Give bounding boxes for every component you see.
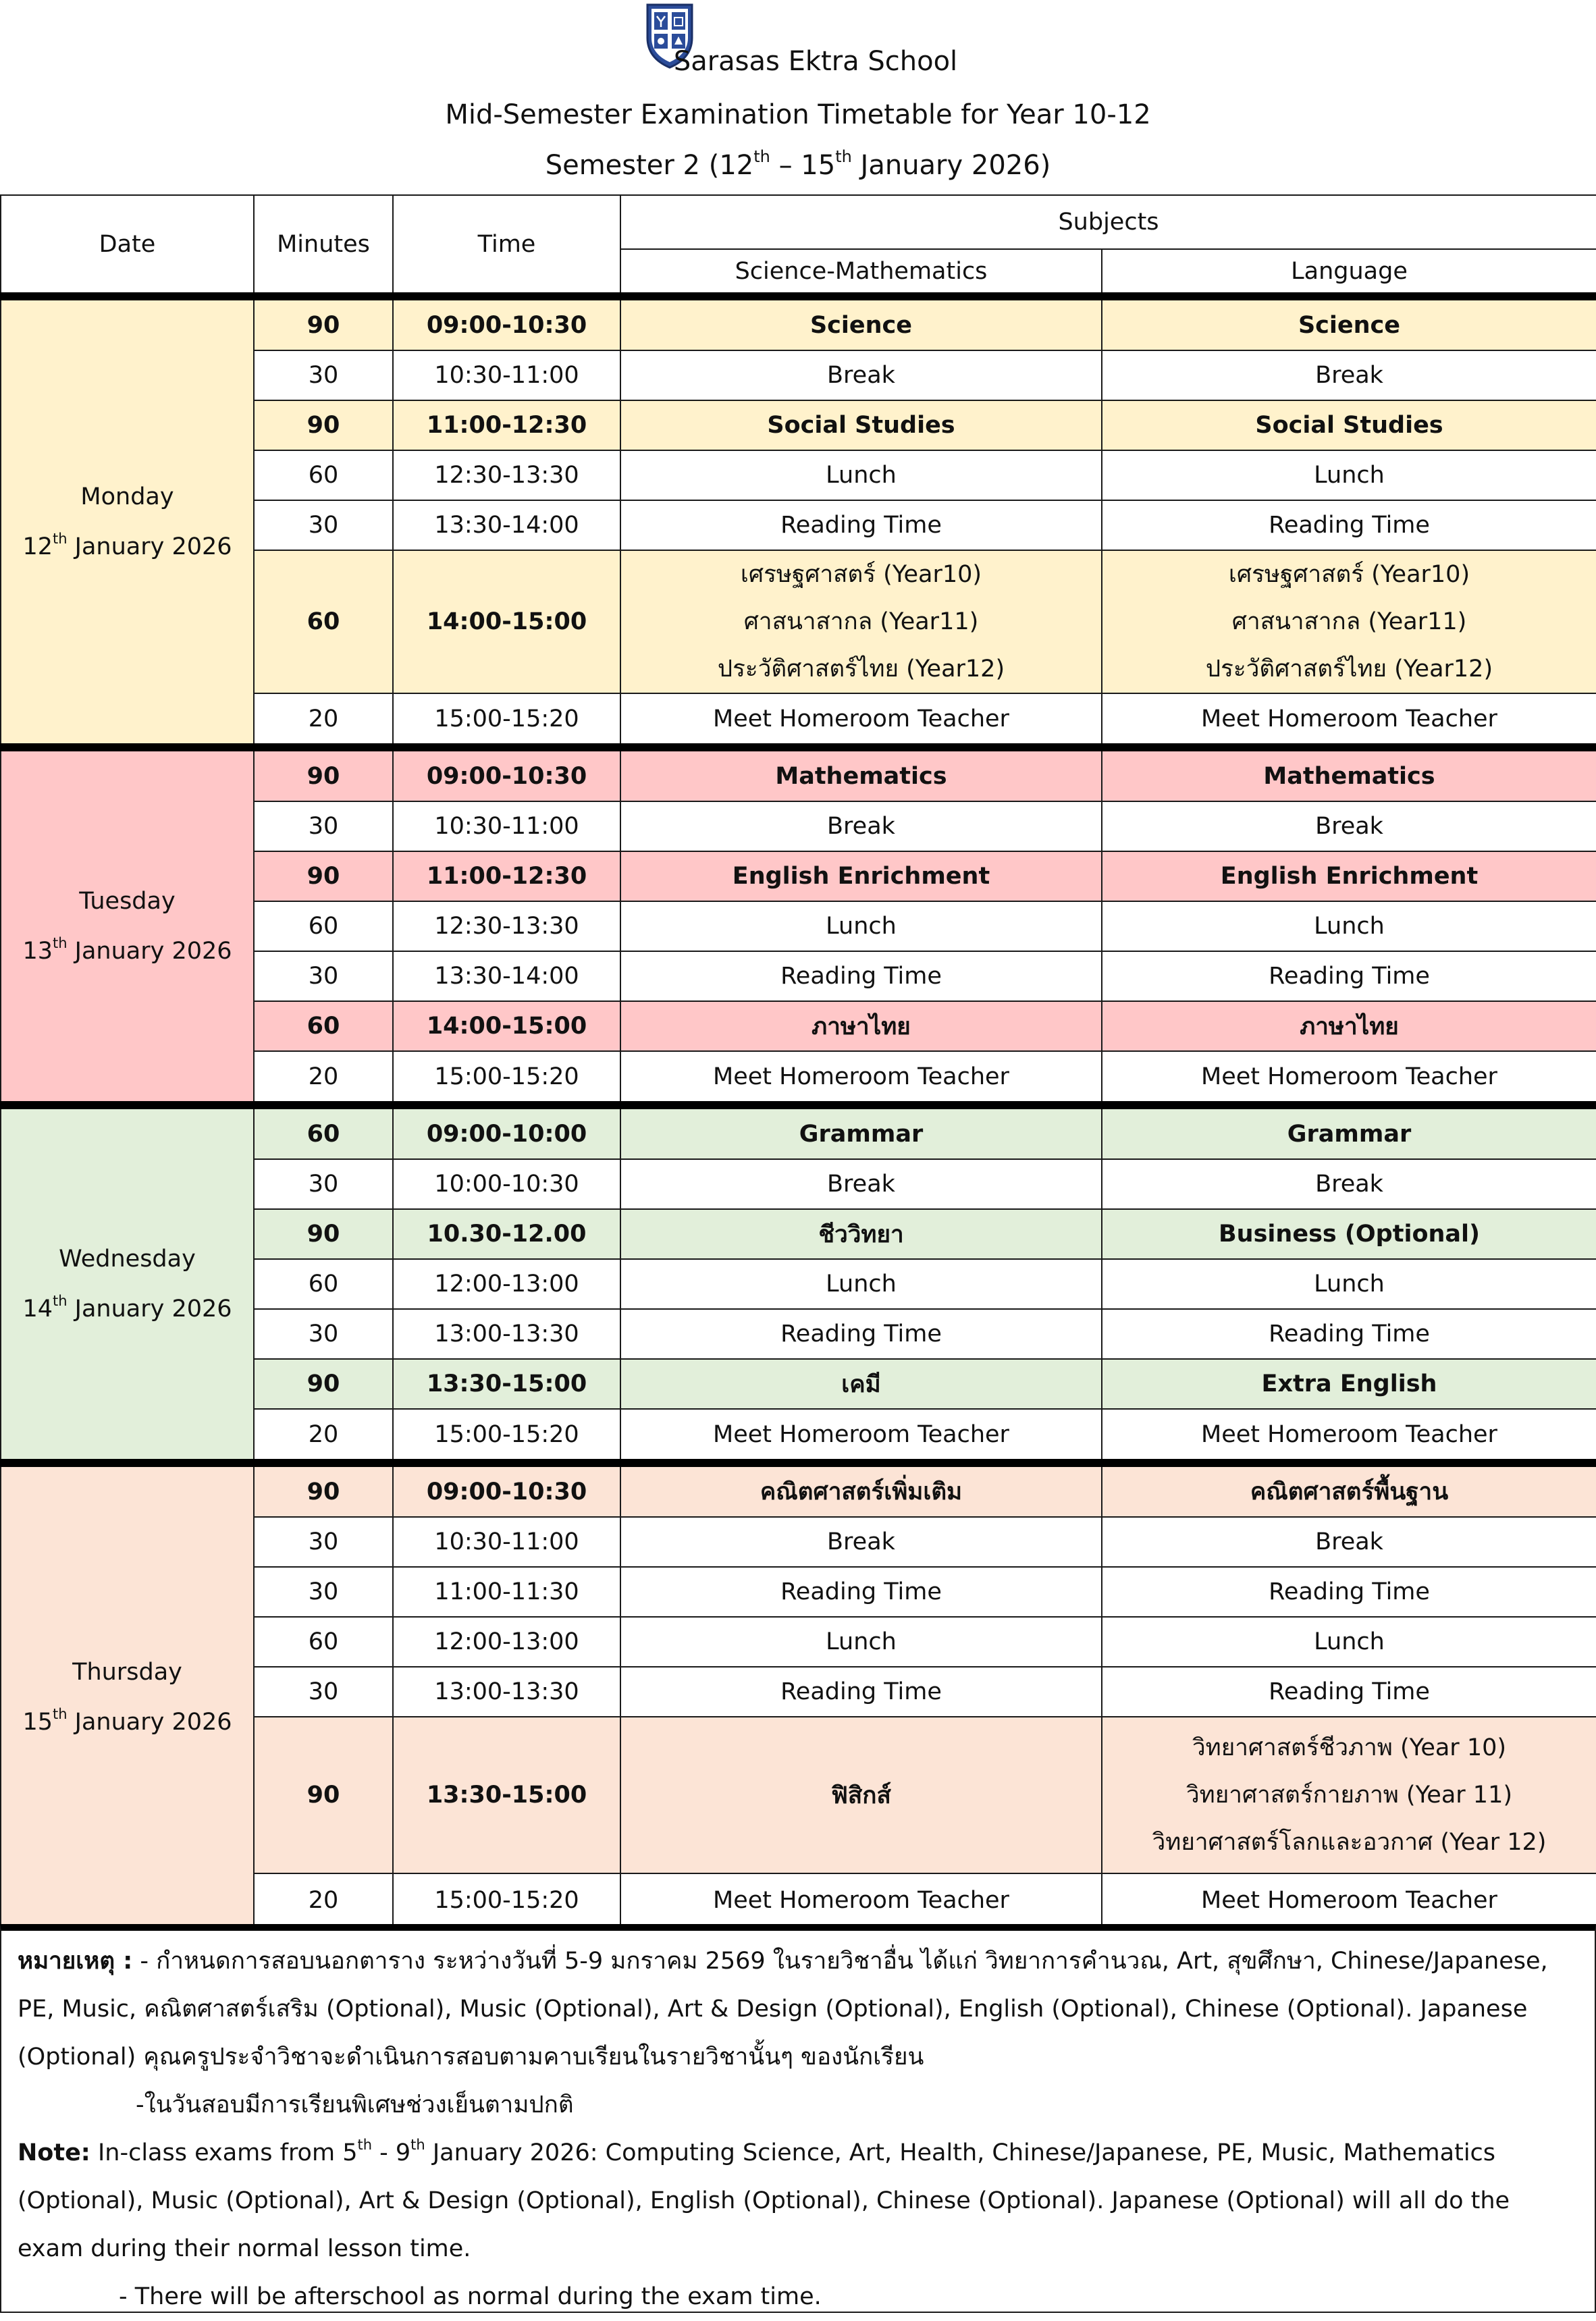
subject-line: ฟิสิกส์ — [831, 1782, 891, 1809]
minutes-cell: 30 — [254, 1309, 393, 1359]
minutes-cell: 30 — [254, 500, 393, 550]
subject-line: Meet Homeroom Teacher — [713, 1420, 1009, 1448]
subject-line: ภาษาไทย — [812, 1013, 911, 1040]
subject-line: Break — [1315, 362, 1383, 389]
subject-line: Business (Optional) — [1218, 1221, 1481, 1248]
thai-note-extra: -ในวันสอบมีการเรียนพิเศษช่วงเย็นตามปกติ — [136, 2091, 574, 2118]
language-cell — [1102, 500, 1596, 550]
thai-note-label: หมายเหตุ : — [18, 1948, 133, 1975]
timetable-title: Mid-Semester Examination Timetable for Year 10-12 — [445, 99, 1151, 130]
language-cell — [1102, 1051, 1596, 1105]
language-cell — [1102, 951, 1596, 1001]
minutes-cell: 60 — [254, 901, 393, 951]
subject-line: Meet Homeroom Teacher — [1201, 705, 1497, 732]
subject-line: Reading Time — [780, 1678, 942, 1705]
table-row — [1, 296, 1596, 350]
subject-line: Reading Time — [780, 1578, 942, 1605]
minutes-cell: 60 — [254, 1259, 393, 1309]
time-cell: 09:00-10:30 — [393, 747, 620, 801]
minutes-cell: 30 — [254, 1667, 393, 1717]
date-label: 12th January 2026 — [22, 531, 232, 560]
date-cell — [1, 296, 254, 747]
subject-line: ศาสนาสากล (Year11) — [743, 608, 979, 635]
language-cell — [1102, 1567, 1596, 1617]
subject-line: Reading Time — [1269, 1578, 1430, 1605]
subject-line: Meet Homeroom Teacher — [1201, 1063, 1497, 1090]
subject-line: Meet Homeroom Teacher — [713, 705, 1009, 732]
language-cell — [1102, 1617, 1596, 1667]
semester-line: Semester 2 (12th – 15th January 2026) — [545, 147, 1051, 181]
subject-line: Reading Time — [1269, 963, 1430, 990]
english-note: Note: In-class exams from 5th - 9th January 2026: Computing Science, Art, Health, Chinese/Japanese, PE, Music, Mathematics (Optional), Music (Optional), Art & Design (Optional), English (Optional), Chinese (Optional). Japanese (Optional) will all do the exam during their normal lesson time. — [18, 2137, 1510, 2262]
science-math-cell — [620, 1873, 1102, 1927]
science-math-cell — [620, 951, 1102, 1001]
subject-line: Social Studies — [1255, 412, 1443, 439]
language-cell — [1102, 296, 1596, 350]
subject-line: ศาสนาสากล (Year11) — [1231, 608, 1467, 635]
time-cell: 10:30-11:00 — [393, 801, 620, 851]
time-cell: 14:00-15:00 — [393, 1001, 620, 1051]
thai-note-text: - กำหนดการสอบนอกตาราง ระหว่างวันที่ 5-9 มกราคม 2569 ในรายวิชาอื่น ได้แก่ วิทยาการคำนวณ, Art, สุขศึกษา, Chinese/Japanese, PE, Music, คณิตศาสตร์เสริม (Optional), Music (Optional), Art & Design (Optional), English (Optional), Chinese (Optional). Japanese (Optional) คุณครูประจำวิชาจะดำเนินการสอบตามคาบเรียนในรายวิชานั้นๆ ของนักเรียน — [18, 1948, 1548, 2071]
subject-line: Meet Homeroom Teacher — [713, 1887, 1009, 1914]
language-cell — [1102, 801, 1596, 851]
notes-section — [0, 1924, 1596, 2313]
subject-line: Meet Homeroom Teacher — [1201, 1887, 1497, 1914]
subject-line: วิทยาศาสตร์กายภาพ (Year 11) — [1186, 1782, 1512, 1809]
weekday-label: Tuesday — [79, 888, 176, 915]
science-math-cell — [620, 1051, 1102, 1105]
subject-line: Meet Homeroom Teacher — [1201, 1420, 1497, 1448]
time-cell: 15:00-15:20 — [393, 1051, 620, 1105]
science-math-cell — [620, 1717, 1102, 1873]
language-cell — [1102, 1209, 1596, 1259]
science-math-cell — [620, 1209, 1102, 1259]
science-math-cell — [620, 1001, 1102, 1051]
minutes-cell: 20 — [254, 693, 393, 747]
subject-line: Break — [827, 362, 895, 389]
date-label: 15th January 2026 — [22, 1705, 232, 1736]
science-math-cell — [620, 1359, 1102, 1409]
subject-line: Grammar — [1287, 1120, 1412, 1148]
time-cell: 15:00-15:20 — [393, 1409, 620, 1463]
science-math-cell — [620, 1105, 1102, 1159]
minutes-cell: 90 — [254, 747, 393, 801]
time-cell: 10:00-10:30 — [393, 1159, 620, 1209]
subject-line: English Enrichment — [732, 863, 990, 890]
subject-line: Lunch — [1314, 1628, 1385, 1655]
date-cell — [1, 1463, 254, 1927]
subject-line: Lunch — [1314, 1271, 1385, 1298]
time-cell: 12:30-13:30 — [393, 450, 620, 500]
language-cell — [1102, 1105, 1596, 1159]
subject-line: Lunch — [826, 913, 897, 940]
subject-line: Reading Time — [780, 1320, 942, 1348]
minutes-cell: 60 — [254, 450, 393, 500]
time-cell: 09:00-10:30 — [393, 1463, 620, 1517]
table-row — [1, 1463, 1596, 1517]
subject-line: Lunch — [826, 1271, 897, 1298]
science-math-cell — [620, 801, 1102, 851]
header-language: Language — [1102, 249, 1596, 296]
time-cell: 13:00-13:30 — [393, 1309, 620, 1359]
language-cell — [1102, 1359, 1596, 1409]
minutes-cell: 90 — [254, 1359, 393, 1409]
subject-line: Break — [1315, 1528, 1383, 1555]
subject-line: Extra English — [1261, 1370, 1437, 1397]
minutes-cell: 90 — [254, 851, 393, 901]
thai-note — [18, 1938, 1577, 2081]
time-cell: 13:30-14:00 — [393, 951, 620, 1001]
subject-line: Grammar — [799, 1120, 924, 1148]
subject-line: เศรษฐศาสตร์ (Year10) — [740, 561, 982, 588]
subject-line: Reading Time — [780, 963, 942, 990]
minutes-cell: 90 — [254, 1209, 393, 1259]
science-math-cell — [620, 500, 1102, 550]
language-cell — [1102, 350, 1596, 400]
subject-line: Mathematics — [1263, 762, 1435, 790]
language-cell — [1102, 1517, 1596, 1567]
minutes-cell: 20 — [254, 1409, 393, 1463]
subject-line: Lunch — [826, 1628, 897, 1655]
minutes-cell: 30 — [254, 1159, 393, 1209]
subject-line: เศรษฐศาสตร์ (Year10) — [1228, 561, 1470, 588]
minutes-cell: 30 — [254, 1517, 393, 1567]
minutes-cell: 30 — [254, 350, 393, 400]
subject-line: Reading Time — [1269, 1678, 1430, 1705]
science-math-cell — [620, 550, 1102, 693]
exam-timetable — [0, 194, 1596, 1928]
minutes-cell: 30 — [254, 1567, 393, 1617]
header-subjects: Subjects — [620, 195, 1596, 249]
time-cell: 12:30-13:30 — [393, 901, 620, 951]
science-math-cell — [620, 1617, 1102, 1667]
time-cell: 12:00-13:00 — [393, 1259, 620, 1309]
subject-line: ประวัติศาสตร์ไทย (Year12) — [717, 656, 1005, 683]
time-cell: 10:30-11:00 — [393, 1517, 620, 1567]
subject-line: Reading Time — [1269, 1320, 1430, 1348]
minutes-cell: 20 — [254, 1051, 393, 1105]
header-science-mathematics: Science-Mathematics — [620, 249, 1102, 296]
time-cell: 10:30-11:00 — [393, 350, 620, 400]
science-math-cell — [620, 851, 1102, 901]
time-cell: 13:30-15:00 — [393, 1359, 620, 1409]
subject-line: Reading Time — [780, 512, 942, 539]
subject-line: Mathematics — [775, 762, 947, 790]
minutes-cell: 60 — [254, 1617, 393, 1667]
subject-line: Lunch — [1314, 462, 1385, 489]
language-cell — [1102, 450, 1596, 500]
language-cell — [1102, 693, 1596, 747]
language-cell — [1102, 1001, 1596, 1051]
time-cell: 13:00-13:30 — [393, 1667, 620, 1717]
subject-line: ประวัติศาสตร์ไทย (Year12) — [1205, 656, 1493, 683]
minutes-cell: 90 — [254, 1717, 393, 1873]
language-cell — [1102, 1309, 1596, 1359]
language-cell — [1102, 1463, 1596, 1517]
minutes-cell: 30 — [254, 951, 393, 1001]
science-math-cell — [620, 1567, 1102, 1617]
date-cell — [1, 1105, 254, 1463]
minutes-cell: 60 — [254, 550, 393, 693]
science-math-cell — [620, 1259, 1102, 1309]
science-math-cell — [620, 1309, 1102, 1359]
subject-line: Lunch — [1314, 913, 1385, 940]
language-cell — [1102, 851, 1596, 901]
minutes-cell: 20 — [254, 1873, 393, 1927]
time-cell: 15:00-15:20 — [393, 693, 620, 747]
subject-line: Break — [827, 813, 895, 840]
english-note-extra: - There will be afterschool as normal during the exam time. — [119, 2283, 822, 2310]
minutes-cell: 30 — [254, 801, 393, 851]
subject-line: เคมี — [841, 1370, 881, 1398]
science-math-cell — [620, 1409, 1102, 1463]
time-cell: 10.30-12.00 — [393, 1209, 620, 1259]
time-cell: 11:00-11:30 — [393, 1567, 620, 1617]
weekday-label: Monday — [80, 483, 174, 510]
time-cell: 09:00-10:30 — [393, 296, 620, 350]
time-cell: 09:00-10:00 — [393, 1105, 620, 1159]
minutes-cell: 90 — [254, 296, 393, 350]
language-cell — [1102, 1667, 1596, 1717]
time-cell: 11:00-12:30 — [393, 400, 620, 450]
science-math-cell — [620, 693, 1102, 747]
subject-line: คณิตศาสตร์เพิ่มเติม — [760, 1478, 963, 1505]
language-cell — [1102, 1873, 1596, 1927]
subject-line: คณิตศาสตร์พื้นฐาน — [1250, 1478, 1449, 1505]
science-math-cell — [620, 1667, 1102, 1717]
science-math-cell — [620, 450, 1102, 500]
science-math-cell — [620, 1463, 1102, 1517]
language-cell — [1102, 1259, 1596, 1309]
language-cell — [1102, 1159, 1596, 1209]
subject-line: ชีววิทยา — [818, 1221, 904, 1248]
time-cell: 12:00-13:00 — [393, 1617, 620, 1667]
subject-line: Social Studies — [767, 412, 955, 439]
language-cell — [1102, 550, 1596, 693]
header-time: Time — [393, 195, 620, 296]
date-label: 13th January 2026 — [22, 935, 232, 965]
page-header — [0, 0, 1596, 196]
header-minutes: Minutes — [254, 195, 393, 296]
minutes-cell: 90 — [254, 400, 393, 450]
science-math-cell — [620, 1159, 1102, 1209]
language-cell — [1102, 1717, 1596, 1873]
subject-line: Break — [827, 1171, 895, 1198]
language-cell — [1102, 1409, 1596, 1463]
language-cell — [1102, 901, 1596, 951]
subject-line: Science — [1298, 311, 1401, 339]
minutes-cell: 60 — [254, 1001, 393, 1051]
time-cell: 11:00-12:30 — [393, 851, 620, 901]
subject-line: Break — [1315, 813, 1383, 840]
date-cell — [1, 747, 254, 1105]
time-cell: 15:00-15:20 — [393, 1873, 620, 1927]
english-note-label: Note: — [18, 2139, 90, 2166]
science-math-cell — [620, 400, 1102, 450]
time-cell: 13:30-14:00 — [393, 500, 620, 550]
subject-line: Break — [827, 1528, 895, 1555]
subject-line: Break — [1315, 1171, 1383, 1198]
header-date: Date — [1, 195, 254, 296]
subject-line: Meet Homeroom Teacher — [713, 1063, 1009, 1090]
subject-line: วิทยาศาสตร์ชีวภาพ (Year 10) — [1192, 1734, 1507, 1761]
time-cell: 14:00-15:00 — [393, 550, 620, 693]
subject-line: วิทยาศาสตร์โลกและอวกาศ (Year 12) — [1152, 1829, 1547, 1856]
science-math-cell — [620, 747, 1102, 801]
minutes-cell: 60 — [254, 1105, 393, 1159]
science-math-cell — [620, 350, 1102, 400]
subject-line: ภาษาไทย — [1300, 1013, 1399, 1040]
table-row — [1, 747, 1596, 801]
minutes-cell: 90 — [254, 1463, 393, 1517]
weekday-label: Wednesday — [59, 1246, 196, 1273]
science-math-cell — [620, 1517, 1102, 1567]
subject-line: Science — [809, 311, 913, 339]
subject-line: Lunch — [826, 462, 897, 489]
language-cell — [1102, 747, 1596, 801]
science-math-cell — [620, 901, 1102, 951]
table-row — [1, 1105, 1596, 1159]
weekday-label: Thursday — [72, 1658, 182, 1686]
language-cell — [1102, 400, 1596, 450]
school-name: Sarasas Ektra School — [673, 46, 958, 77]
subject-line: Reading Time — [1269, 512, 1430, 539]
time-cell: 13:30-15:00 — [393, 1717, 620, 1873]
subject-line: English Enrichment — [1220, 863, 1479, 890]
science-math-cell — [620, 296, 1102, 350]
date-label: 14th January 2026 — [22, 1293, 232, 1323]
